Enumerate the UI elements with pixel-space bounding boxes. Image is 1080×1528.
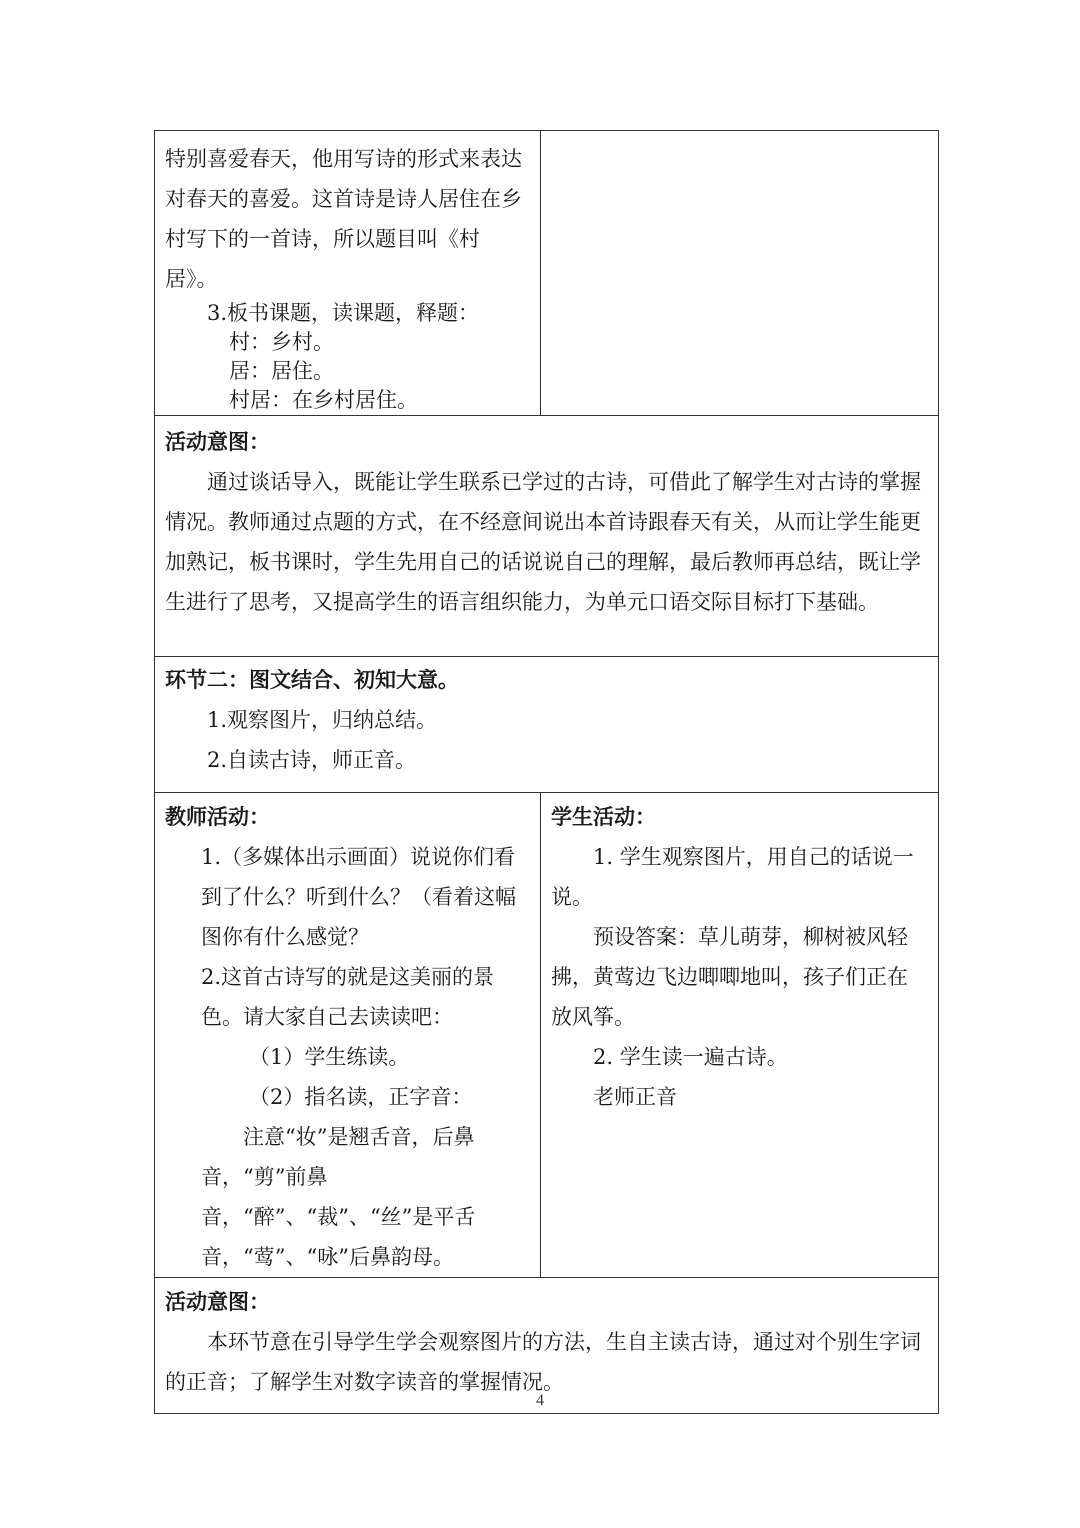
intro-row	[155, 131, 939, 416]
intro-cell	[155, 131, 541, 416]
definition-cun: 村：乡村。	[229, 330, 334, 354]
page-number: 4	[536, 1392, 544, 1409]
intro-line-3: 村写下的一首诗，所以题目叫《村居》。	[165, 227, 480, 291]
teacher-sub-1: （1）学生练读。	[249, 1045, 410, 1069]
section-2-row	[155, 657, 939, 793]
intent-row-1	[155, 416, 939, 657]
intro-line-2: 对春天的喜爱。这首诗是诗人居住在乡	[165, 187, 522, 211]
lesson-plan-table	[154, 130, 939, 1414]
activities-row	[155, 793, 939, 1278]
section-2-item-2: 2.自读古诗，师正音。	[207, 748, 417, 772]
intent-body-1: 通过谈话导入，既能让学生联系已学过的古诗，可借此了解学生对古诗的掌握情况。教师通过点题的方式，在不经意间说出本首诗跟春天有关，从而让学生能更加熟记，板书课时，学生先用自己的话说说自己的理解，最后教师再总结，既让学生进行了思考，又提高学生的语言组织能力，为单元口语交际目标打下基础。	[165, 470, 921, 614]
intent-body-2: 本环节意在引导学生学会观察图片的方法，生自主读古诗，通过对个别生字词的正音；了解学生对数字读音的掌握情况。	[165, 1330, 921, 1394]
definition-ju: 居：居住。	[229, 359, 334, 383]
section-2-title: 环节二：图文结合、初知大意。	[165, 667, 459, 692]
intent-title-2: 活动意图：	[165, 1289, 270, 1314]
section-2-item-1: 1.观察图片，归纳总结。	[207, 708, 438, 732]
teacher-note: 注意“妆”是翘舌音，后鼻音，“剪”前鼻音，“醉”、“裁”、“丝”是平舌音，“莺”、“咏”后鼻韵母。	[201, 1125, 476, 1269]
section-2-cell	[155, 657, 939, 793]
intent-title-1: 活动意图：	[165, 429, 270, 454]
student-item-1: 1. 学生观察图片，用自己的话说一说。	[551, 845, 914, 909]
student-answer: 预设答案：草儿萌芽，柳树被风轻拂，黄莺边飞边唧唧地叫，孩子们正在放风筝。	[551, 925, 908, 1029]
intent-cell-1	[155, 416, 939, 657]
teacher-title: 教师活动：	[165, 804, 270, 829]
step-3: 3.板书课题，读课题，释题：	[207, 301, 480, 325]
student-item-2: 2. 学生读一遍古诗。	[593, 1045, 788, 1069]
intro-empty-cell	[541, 131, 939, 416]
teacher-item-2: 2.这首古诗写的就是这美丽的景色。请大家自己去读读吧：	[201, 965, 495, 1029]
student-title: 学生活动：	[551, 804, 656, 829]
teacher-activity-cell	[155, 793, 541, 1278]
teacher-item-1: 1.（多媒体出示画面）说说你们看到了什么？听到什么？（看着这幅图你有什么感觉？	[201, 845, 516, 949]
student-item-3: 老师正音	[593, 1085, 677, 1109]
intro-line-1: 特别喜爱春天，他用写诗的形式来表达	[165, 147, 522, 171]
student-activity-cell	[541, 793, 939, 1278]
teacher-sub-2: （2）指名读，正字音：	[249, 1085, 473, 1109]
definition-cunju: 村居：在乡村居住。	[229, 388, 418, 412]
